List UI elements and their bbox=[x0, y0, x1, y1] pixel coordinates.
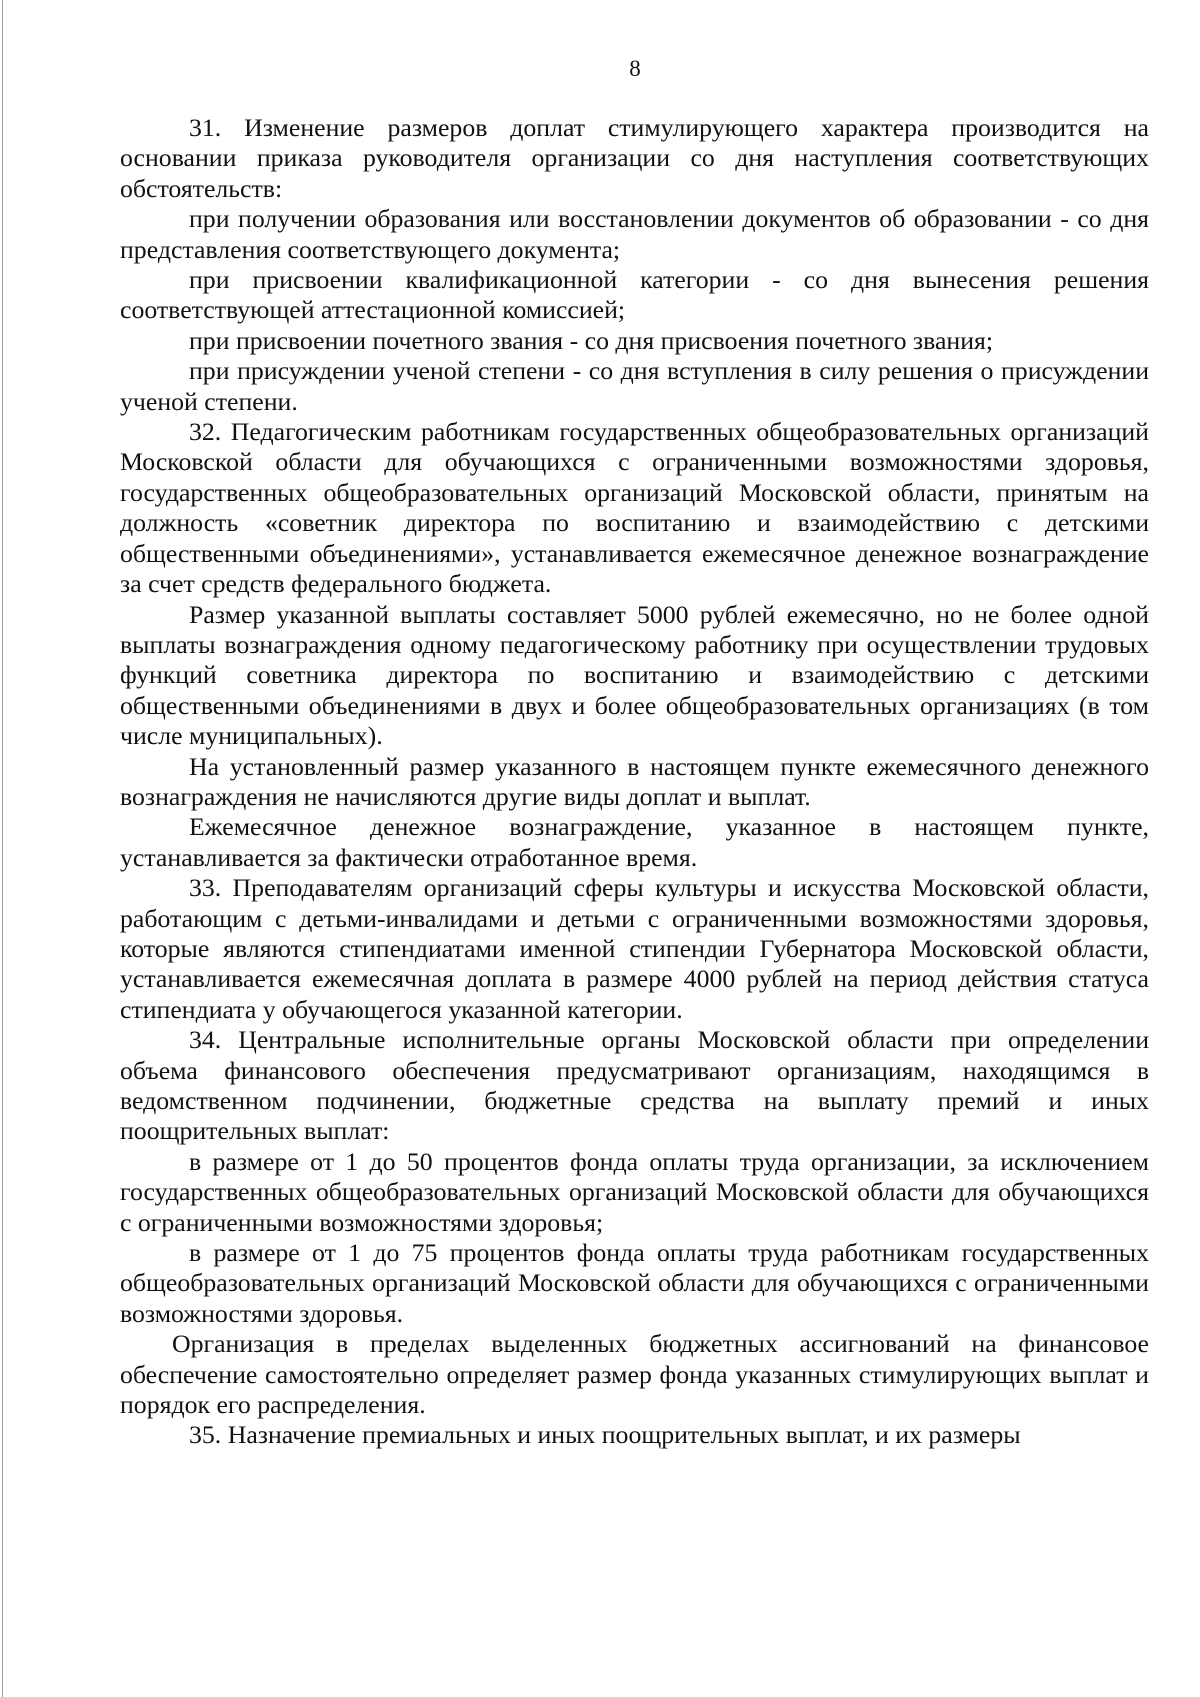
paragraph-34-range-75: в размере от 1 до 75 процентов фонда оплаты труда работникам государственных общеобразовательных организаций Московской области для обучающихся с ограниченными возможностями здоровья. bbox=[120, 1238, 1149, 1328]
document-body bbox=[120, 113, 1149, 1451]
paragraph-32-amount: Размер указанной выплаты составляет 5000 рублей ежемесячно, но не более одной выплаты вознаграждения одному педагогическому работнику при осуществлении трудовых функций советника директора по воспитанию и взаимодействию с детскими общественными объединениями в двух и более общеобразовательных организациях (в том числе муниципальных). bbox=[120, 599, 1149, 751]
paragraph-31-education: при получении образования или восстановлении документов об образовании - со дня представления соответствующего документа; bbox=[120, 204, 1149, 264]
paragraph-32-no-extra: На установленный размер указанного в настоящем пункте ежемесячного денежного вознаграждения не начисляются другие виды доплат и выплат. bbox=[120, 751, 1149, 811]
paragraph-32: 32. Педагогическим работникам государственных общеобразовательных организаций Московской области для обучающихся с ограниченными возможностями здоровья, государственных общеобразовательных организаций Московской области, принятым на должность «советник директора по воспитанию и взаимодействию с детскими общественными объединениями», устанавливается ежемесячное денежное вознаграждение за счет средств федерального бюджета. bbox=[120, 417, 1149, 599]
paragraph-31: 31. Изменение размеров доплат стимулирующего характера производится на основании приказа руководителя организации со дня наступления соответствующих обстоятельств: bbox=[120, 113, 1149, 203]
scan-edge-line bbox=[2, 0, 3, 1697]
paragraph-34: 34. Центральные исполнительные органы Московской области при определении объема финансового обеспечения предусматривают организациям, находящимся в ведомственном подчинении, бюджетные средства на выплату премий и иных поощрительных выплат: bbox=[120, 1025, 1149, 1146]
paragraph-31-academic-degree: при присуждении ученой степени - со дня вступления в силу решения о присуждении ученой степени. bbox=[120, 356, 1149, 416]
paragraph-34-fund: Организация в пределах выделенных бюджетных ассигнований на финансовое обеспечение самостоятельно определяет размер фонда указанных стимулирующих выплат и порядок его распределения. bbox=[120, 1329, 1149, 1420]
paragraph-34-range-50: в размере от 1 до 50 процентов фонда оплаты труда организации, за исключением государственных общеобразовательных организаций Московской области для обучающихся с ограниченными возможностями здоровья; bbox=[120, 1146, 1149, 1237]
paragraph-31-category: при присвоении квалификационной категории - со дня вынесения решения соответствующей аттестационной комиссией; bbox=[120, 265, 1149, 325]
paragraph-35: 35. Назначение премиальных и иных поощрительных выплат, и их размеры bbox=[189, 1420, 1021, 1450]
paragraph-31-honorary-title: при присвоении почетного звания - со дня присвоения почетного звания; bbox=[189, 325, 994, 355]
page-number: 8 bbox=[629, 56, 641, 81]
paragraph-32-worked-time: Ежемесячное денежное вознаграждение, указанное в настоящем пункте, устанавливается за фактически отработанное время. bbox=[120, 812, 1149, 872]
paragraph-33: 33. Преподавателям организаций сферы культуры и искусства Московской области, работающим с детьми-инвалидами и детьми с ограниченными возможностями здоровья, которые являются стипендиатами именной стипендии Губернатора Московской области, устанавливается ежемесячная доплата в размере 4000 рублей на период действия статуса стипендиата у обучающегося указанной категории. bbox=[120, 873, 1149, 1024]
